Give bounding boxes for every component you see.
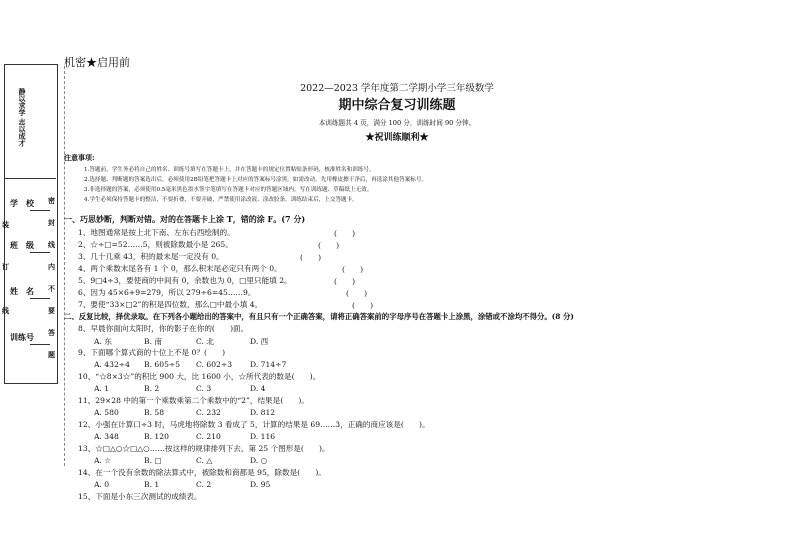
judge-answer-7: ( )	[352, 301, 374, 310]
choice-option: D. 116	[250, 432, 276, 441]
seal-char: 封	[48, 218, 55, 227]
judge-item-2: 2、☆÷□=52……5，则被除数最小是 265。	[78, 240, 233, 249]
choice-option: B. 1	[144, 480, 160, 489]
choice-stem-13: 13、☆□△○☆□△○……按这样的规律排列下去，第 25 个图形是( )。	[78, 444, 330, 453]
judge-answer-2: ( )	[318, 241, 340, 250]
judge-item-6: 6、因为 45×6+9=279，所以 279÷6=45……9。	[78, 288, 256, 297]
choice-option: D. 4	[250, 384, 266, 393]
choice-option: B. 605÷5	[144, 360, 181, 369]
section1-heading: 一、巧思妙断，判断对错。对的在答题卡上涂 T，错的涂 F。(7 分)	[64, 214, 306, 224]
judge-answer-6: ( )	[346, 289, 368, 298]
seal-char: 不	[48, 284, 55, 293]
seal-char: 线	[48, 240, 55, 249]
school-line	[30, 210, 50, 211]
name-label: 姓 名	[10, 286, 34, 296]
notice-item: 1.答题前，学生务必将自己的姓名、训练号填写在答题卡上，并在答题卡的规定位置粘贴条形码，核准姓名和训练号。	[84, 167, 375, 173]
judge-item-4: 4、两个乘数末尾各有 1 个 0，那么积末尾必定只有两个 0。	[78, 264, 282, 273]
class-label: 班 级	[10, 240, 34, 250]
section2-heading: 二、反复比较，择优录取。在下列各小题给出的答案中，有且只有一个正确答案，请将正确答案前的字母序号在答题卡上涂黑，涂错或不涂均不得分。(8 分)	[64, 312, 574, 321]
left-seal-char: 线	[2, 306, 9, 315]
choice-stem-9: 9、下面哪个算式商的十位上不是 0？( )	[78, 348, 226, 357]
notice-heading: 注意事项:	[64, 153, 95, 162]
choice-option: C. 210	[196, 432, 221, 441]
judge-answer-5: ( )	[334, 277, 356, 286]
choice-stem-8: 8、早晨你面向太阳时，你的影子在你的( )面。	[78, 324, 249, 333]
exam-title: 期中综合复习训练题	[338, 98, 456, 113]
class-line	[30, 252, 50, 253]
judge-answer-3: ( )	[300, 253, 322, 262]
choice-stem-10: 10、“☆8×3☆”的积比 900 大，比 1600 小，☆所代表的数是( )。	[78, 372, 321, 381]
seal-char: 题	[48, 350, 55, 359]
choice-stem-14: 14、在一个没有余数的除法算式中，被除数和商都是 95，除数是( )。	[78, 468, 326, 477]
choice-option: A. 1	[94, 384, 110, 393]
seal-char: 要	[48, 306, 55, 315]
choice-option: B. 120	[144, 432, 169, 441]
choice-option: B. 2	[144, 384, 160, 393]
notice-item: 4.学生必须保持答题卡的整洁，不要折叠、不要弄破，严禁使用涂改液、涂改胶条。训练结束后，上交答题卡。	[84, 197, 358, 203]
choice-option: C. 602÷3	[196, 360, 233, 369]
choice-stem-11: 11、29×28 中的第一个乘数乘第二个乘数中的“2”，结果是( )。	[78, 396, 309, 405]
confidential-mark: 机密★启用前	[64, 56, 130, 69]
choice-option: B. □	[144, 456, 162, 465]
choice-stem-12: 12、小强在计算口÷3 时，马虎地将除数 3 看成了 5，计算的结果是 69……3，正确的商应该是( )。	[78, 420, 430, 429]
choice-option: A. 0	[94, 480, 110, 489]
id-line	[30, 344, 50, 345]
choice-option: D. 95	[250, 480, 271, 489]
school-label: 学 校	[10, 198, 34, 208]
seal-char: 答	[48, 328, 55, 337]
choice-option: D. ○	[250, 456, 268, 465]
choice-option: D. 714÷7	[250, 360, 287, 369]
choice-option: C. 北	[196, 337, 214, 346]
choice-option: A. 东	[94, 337, 112, 346]
choice-option: B. 58	[144, 408, 165, 417]
judge-item-7: 7、要使“33×□2”的积是四位数，那么□中最小填 4。	[78, 300, 263, 309]
judge-item-3: 3、几十几乘 43，积的最末尾一定没有 0。	[78, 252, 224, 261]
choice-option: A. 348	[94, 432, 119, 441]
left-seal-char: 订	[2, 262, 9, 271]
choice-stem-15: 15、下面是小东三次测试的成绩表。	[78, 492, 202, 501]
choice-option: C. 3	[196, 384, 212, 393]
sidebar-motto: 静以求学 志以成才	[18, 88, 27, 147]
sidebar-divider	[4, 178, 56, 179]
choice-option: D. 西	[250, 337, 269, 346]
judge-item-1: 1、地图通常是按上北下南、左东右西绘制的。	[78, 228, 235, 237]
judge-item-5: 5、9□4÷3，要使商的中间有 0，余数也为 0，□里只能填 2。	[78, 276, 292, 285]
choice-option: C. △	[196, 456, 213, 465]
choice-option: B. 南	[144, 337, 163, 346]
choice-option: C. 232	[196, 408, 221, 417]
seal-char: 密	[48, 196, 55, 205]
choice-option: D. 812	[250, 408, 276, 417]
name-line	[30, 298, 50, 299]
exam-info: 本训练题共 4 页，满分 100 分，训练时间 90 分钟。	[318, 119, 476, 127]
id-label: 训练号	[10, 332, 34, 342]
choice-option: C. 2	[196, 480, 212, 489]
exam-wish: ★祝训练顺利★	[365, 133, 429, 143]
notice-item: 3.非选择题的答案，必须使用0.5毫米黑色墨水签字笔填写在答题卡对应的答题区域内，写在训练题、草稿纸上无效。	[84, 187, 373, 193]
judge-answer-4: ( )	[342, 265, 364, 274]
choice-option: A. ☆	[94, 456, 112, 465]
judge-answer-1: ( )	[334, 229, 356, 238]
choice-option: A. 432÷4	[94, 360, 130, 369]
exam-year-line: 2022—2023 学年度第二学期小学三年级数学	[300, 83, 494, 94]
choice-option: A. 580	[94, 408, 119, 417]
notice-item: 2.选择题、判断题的答案选出后，必须使用2B铅笔把答题卡上对应的答案标号涂黑。如需改动，先用橡皮擦干净后，再选涂其他答案标号。	[84, 177, 428, 183]
seal-char: 内	[48, 262, 55, 271]
left-seal-char: 装	[2, 220, 9, 229]
